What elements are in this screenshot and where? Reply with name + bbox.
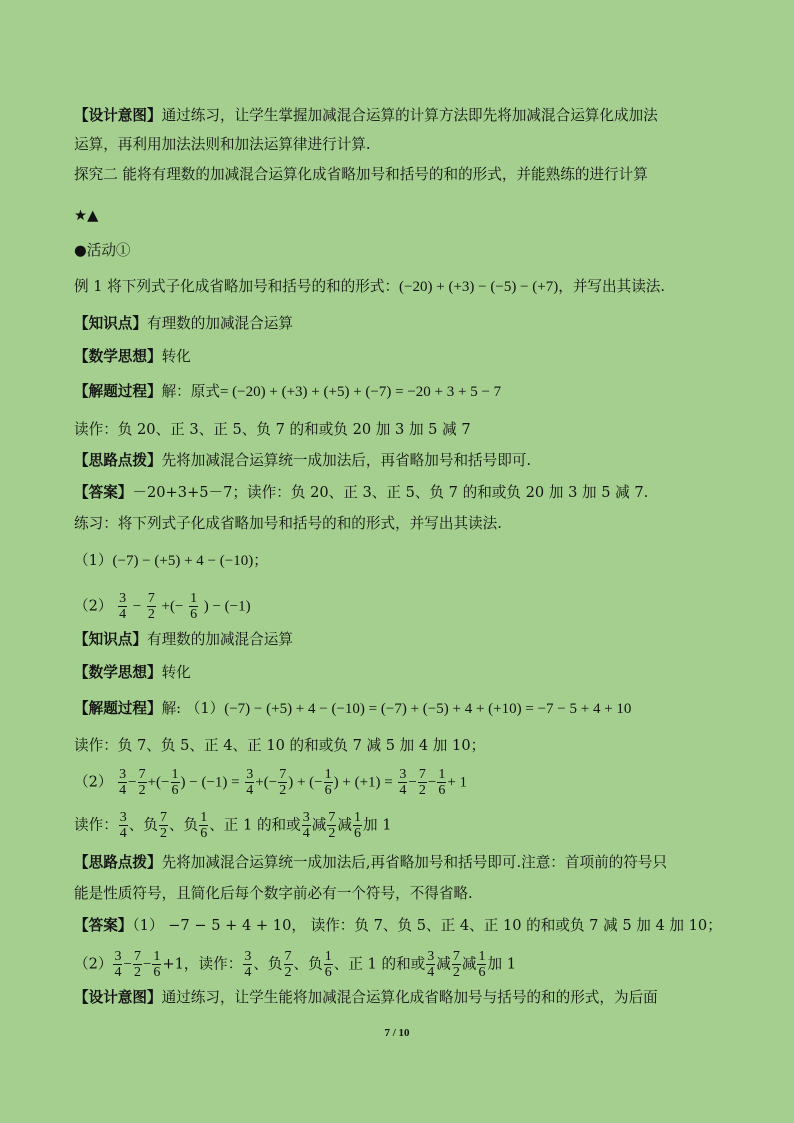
numerator: 7 — [452, 949, 460, 964]
answer-text: 、负 — [293, 955, 323, 973]
fraction-1-6 — [324, 949, 333, 980]
difficulty-symbols: ★▲ — [74, 207, 99, 224]
denominator: 4 — [119, 607, 127, 622]
denominator: 4 — [114, 965, 122, 980]
answer-text: 加 1 — [487, 955, 517, 973]
denominator: 6 — [324, 783, 332, 798]
intent-text: 通过练习，让学生掌握加减混合运算的计算方法即先将加减混合运算化成加法 — [161, 107, 658, 124]
page-number: 7 / 10 — [384, 1027, 410, 1039]
answer-text: +1，读作： — [162, 955, 243, 973]
fraction-7-2 — [133, 949, 142, 980]
fraction-1-6 — [353, 810, 362, 841]
numerator: 1 — [190, 591, 198, 606]
practice-reading-2 — [74, 810, 718, 841]
example-1-text: 例 1 将下列式子化成省略加号和括号的和的形式： — [74, 278, 400, 295]
practice-hint-2: 能是性质符号，且简化后每个数字前必有一个符号，不得省略. — [74, 885, 473, 902]
reading-text: 减 — [337, 816, 352, 834]
thought-label: 【数学思想】 — [74, 348, 162, 365]
fraction-7-2 — [452, 949, 461, 980]
denominator: 2 — [138, 783, 146, 798]
denominator: 6 — [171, 783, 179, 798]
operator: ) + (+1) = — [333, 774, 393, 791]
practice-answer-2 — [74, 949, 718, 980]
reading-text: 减 — [311, 816, 327, 834]
fraction-7-2 — [147, 591, 156, 622]
example-1-process — [74, 382, 718, 402]
numerator: 3 — [302, 810, 310, 825]
fraction-7-2 — [278, 767, 287, 798]
denominator: 4 — [302, 826, 310, 841]
answer-label: 【答案】 — [74, 484, 133, 501]
numerator: 3 — [427, 949, 435, 964]
practice-step-2 — [74, 767, 718, 798]
reading-text: 加 1 — [362, 816, 392, 834]
outro-line — [74, 988, 718, 1008]
denominator: 6 — [478, 965, 486, 980]
denominator: 6 — [353, 826, 361, 841]
numerator: 1 — [153, 949, 161, 964]
example-1-hint — [74, 451, 718, 471]
q1-expression: (−7) − (+5) + 4 − (−10) — [112, 553, 254, 569]
fraction-1-6 — [171, 767, 180, 798]
practice-hint-1 — [74, 853, 718, 873]
operator: ) − (−1) — [203, 598, 251, 615]
intent-label: 【设计意图】 — [74, 989, 162, 1006]
fraction-7-2 — [418, 767, 427, 798]
denominator: 4 — [119, 783, 127, 798]
process-label: 【解题过程】 — [74, 700, 162, 717]
answer-label: 【答案】 — [74, 917, 133, 934]
denominator: 6 — [324, 965, 332, 980]
knowledge-text: 有理数的加减混合运算 — [146, 315, 293, 332]
hint-text: 先将加减混合运算统一成加法后，再省略加号和括号即可. — [161, 452, 532, 469]
denominator: 6 — [438, 783, 446, 798]
numerator: 1 — [171, 767, 179, 782]
denominator: 2 — [328, 826, 336, 841]
answer-item-label: （2） — [74, 955, 113, 973]
denominator: 2 — [452, 965, 460, 980]
operator: − — [123, 956, 132, 973]
fraction-3-4 — [243, 949, 252, 980]
fraction-3-4 — [245, 767, 254, 798]
hint-text: 先将加减混合运算统一成加法后,再省略加号和括号即可.注意：首项前的符号只 — [161, 854, 668, 871]
numerator: 7 — [418, 767, 426, 782]
fraction-3-4 — [302, 810, 311, 841]
numerator: 3 — [399, 767, 407, 782]
process-label: 【解题过程】 — [74, 383, 162, 400]
denominator: 4 — [427, 965, 435, 980]
fraction-3-4 — [398, 767, 407, 798]
practice-reading-1: 读作：负 7、负 5、正 4、正 10 的和或负 7 减 5 加 4 加 10； — [74, 737, 486, 754]
answer-text: －20+3+5－7；读作：负 20、正 3、正 5、负 7 的和或负 20 加 3 加 5 减 7. — [132, 484, 649, 501]
operator: − — [142, 956, 152, 973]
process-prefix: 解: （1） — [161, 700, 225, 717]
practice-q2 — [74, 591, 718, 622]
thought-label: 【数学思想】 — [74, 664, 162, 681]
denominator: 2 — [284, 965, 292, 980]
denominator: 2 — [418, 783, 426, 798]
numerator: 7 — [279, 767, 287, 782]
hint-label: 【思路点拨】 — [74, 854, 162, 871]
numerator: 1 — [438, 767, 446, 782]
knowledge-text: 有理数的加减混合运算 — [146, 631, 293, 648]
numerator: 3 — [244, 949, 252, 964]
answer-text: （1） −7 − 5 + 4 + 10， 读作：负 7、负 5、正 4、正 10 的和或负 7 减 5 加 4 加 10； — [132, 917, 722, 934]
operator: − — [132, 598, 142, 615]
denominator: 2 — [160, 826, 167, 841]
numerator: 7 — [160, 810, 167, 825]
fraction-3-4 — [119, 810, 128, 841]
numerator: 3 — [119, 810, 127, 825]
denominator: 4 — [399, 783, 407, 798]
example-1-thought — [74, 347, 718, 367]
numerator: 7 — [133, 949, 141, 964]
intro-line-2: 运算，再利用加法法则和加法运算律进行计算. — [74, 136, 371, 153]
reading-text: 、负 — [169, 816, 199, 834]
numerator: 7 — [328, 810, 336, 825]
example-1 — [74, 277, 718, 297]
numerator: 1 — [200, 810, 208, 825]
numerator: 3 — [246, 767, 254, 782]
operator: + 1 — [447, 774, 468, 791]
numerator: 1 — [478, 949, 486, 964]
numerator: 3 — [119, 767, 127, 782]
numerator: 1 — [324, 949, 332, 964]
process-expression: = (−20) + (+3) + (+5) + (−7) = −20 + 3 + 5 − 7 — [219, 384, 502, 400]
fraction-1-6 — [477, 949, 486, 980]
numerator: 7 — [147, 591, 155, 606]
denominator: 4 — [246, 783, 254, 798]
fraction-7-2 — [159, 810, 168, 841]
example-1-knowledge — [74, 314, 718, 334]
denominator: 6 — [200, 826, 208, 841]
numerator: 3 — [119, 591, 127, 606]
fraction-3-4 — [118, 591, 127, 622]
example-1-tail: ，并写出其读法. — [558, 278, 666, 295]
fraction-3-4 — [426, 949, 435, 980]
denominator: 2 — [133, 965, 141, 980]
practice-q1 — [74, 551, 718, 571]
knowledge-label: 【知识点】 — [74, 315, 147, 332]
q2-label: （2） — [74, 597, 113, 615]
answer-text: 、负 — [253, 955, 283, 973]
reading-text: 、负 — [128, 816, 158, 834]
numerator: 1 — [324, 767, 332, 782]
denominator: 4 — [119, 826, 127, 841]
activity-heading: ●活动① — [74, 242, 131, 259]
fraction-1-6 — [152, 949, 161, 980]
numerator: 1 — [353, 810, 361, 825]
operator: − — [128, 774, 137, 791]
operator: − — [408, 774, 417, 791]
operator: ) + (− — [288, 774, 323, 791]
denominator: 6 — [153, 965, 161, 980]
denominator: 6 — [190, 607, 198, 622]
fraction-1-6 — [324, 767, 333, 798]
step-label: （2） — [74, 773, 113, 791]
example-1-expression: (−20) + (+3) − (−5) − (+7) — [399, 279, 559, 295]
operator: +(− — [255, 774, 278, 791]
denominator: 2 — [279, 783, 287, 798]
example-1-answer — [74, 483, 718, 503]
fraction-1-6 — [189, 591, 198, 622]
reading-text: 、正 1 的和或 — [209, 816, 301, 834]
knowledge-label: 【知识点】 — [74, 631, 147, 648]
denominator: 4 — [244, 965, 252, 980]
answer-text: 减 — [436, 955, 451, 973]
fraction-3-4 — [118, 767, 127, 798]
fraction-3-4 — [113, 949, 122, 980]
example-1-reading: 读作：负 20、正 3、正 5、负 7 的和或负 20 加 3 加 5 减 7 — [74, 421, 471, 438]
q1-label: （1） — [74, 552, 113, 569]
practice-title: 练习：将下列式子化成省略加号和括号的和的形式，并写出其读法. — [74, 515, 502, 532]
numerator: 7 — [138, 767, 146, 782]
fraction-7-2 — [284, 949, 293, 980]
reading-lead: 读作： — [74, 816, 118, 834]
fraction-1-6 — [437, 767, 446, 798]
answer-text: 减 — [461, 955, 477, 973]
operator: +(− — [147, 774, 170, 791]
intro-line-1 — [74, 106, 718, 126]
intent-label: 【设计意图】 — [74, 107, 162, 124]
answer-text: 、正 1 的和或 — [333, 955, 426, 973]
operator: − — [427, 774, 437, 791]
fraction-1-6 — [199, 810, 208, 841]
denominator: 2 — [147, 607, 155, 622]
thought-text: 转化 — [161, 664, 191, 681]
fraction-7-2 — [327, 810, 336, 841]
process-prefix: 解：原式 — [161, 383, 220, 400]
q1-tail: ； — [253, 552, 268, 569]
practice-knowledge — [74, 630, 718, 650]
practice-process — [74, 699, 718, 719]
hint-label: 【思路点拨】 — [74, 452, 162, 469]
thought-text: 转化 — [161, 348, 191, 365]
numerator: 3 — [114, 949, 122, 964]
intent-text: 通过练习，让学生能将加减混合运算化成省略加号与括号的和的形式，为后面 — [161, 989, 658, 1006]
process-expression: (−7) − (+5) + 4 − (−10) = (−7) + (−5) + 4 + (+10) = −7 − 5 + 4 + 10 — [224, 701, 632, 717]
fraction-7-2 — [138, 767, 147, 798]
practice-thought — [74, 663, 718, 683]
operator: +(− — [161, 598, 184, 615]
numerator: 7 — [284, 949, 292, 964]
practice-answer-1 — [74, 916, 722, 936]
operator: ) − (−1) = — [180, 774, 240, 791]
section-2-title: 探究二 能将有理数的加减混合运算化成省略加号和括号的和的形式，并能熟练的进行计算 — [74, 166, 648, 183]
